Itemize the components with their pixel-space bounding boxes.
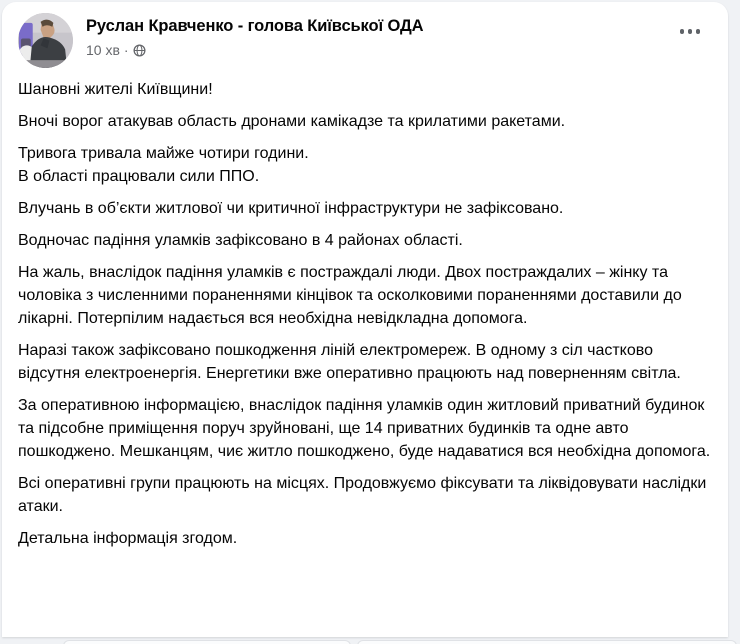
next-feed-row — [0, 639, 740, 644]
author-name[interactable]: Руслан Кравченко - голова Київської ОДА — [86, 17, 424, 35]
avatar-photo — [18, 13, 73, 68]
globe-icon — [133, 44, 146, 57]
post-paragraph: Наразі також зафіксовано пошкодження ліній електромереж. В одному з сіл частково відсутня електроенергія. Енергетики вже оперативно працюють над поверненням світла. — [18, 342, 681, 382]
ellipsis-icon — [680, 29, 701, 34]
post-subline — [86, 41, 424, 59]
post-meta — [86, 13, 424, 68]
post-paragraph: Влучань в об’єкти житлової чи критичної інфраструктури не зафіксовано. — [18, 200, 564, 217]
post-paragraph: Всі оперативні групи працюють на місцях. Продовжуємо фіксувати та ліквідовувати наслідки атаки. — [18, 475, 707, 515]
post-paragraph: За оперативною інформацією, внаслідок падіння уламків один житловий приватний будинок та підсобне приміщення поруч зруйновані, ще 14 приватних будинків та одне авто пошкоджено. Мешканцям, чиє житло пошкоджено, буде надаватися вся необхідна допомога. — [18, 397, 711, 460]
post-header — [2, 2, 728, 68]
meta-separator: · — [123, 42, 129, 58]
next-card-right-edge — [357, 640, 737, 644]
post-paragraph: Водночас падіння уламків зафіксовано в 4 районах області. — [18, 232, 463, 249]
avatar[interactable] — [18, 13, 73, 68]
more-options-button[interactable] — [674, 23, 707, 40]
next-card-left-edge — [63, 640, 351, 644]
post-paragraph: Вночі ворог атакував область дронами камікадзе та крилатими ракетами. — [18, 113, 566, 130]
post-paragraph: На жаль, внаслідок падіння уламків є постраждалі люди. Двох постраждалих – жінку та чоловіка з численними пораненнями кінцівок та осколковими пораненнями доставили до лікарні. Потерпілим надається вся необхідна невідкладна допомога. — [18, 264, 682, 327]
post-paragraph: Детальна інформація згодом. — [18, 530, 238, 547]
post-body — [2, 68, 728, 550]
post-paragraph: Тривога тривала майже чотири години. В області працювали сили ППО. — [18, 145, 309, 185]
post-paragraph: Шановні жителі Київщини! — [18, 81, 213, 98]
timestamp[interactable]: 10 хв — [86, 42, 120, 58]
post-card — [2, 2, 728, 637]
